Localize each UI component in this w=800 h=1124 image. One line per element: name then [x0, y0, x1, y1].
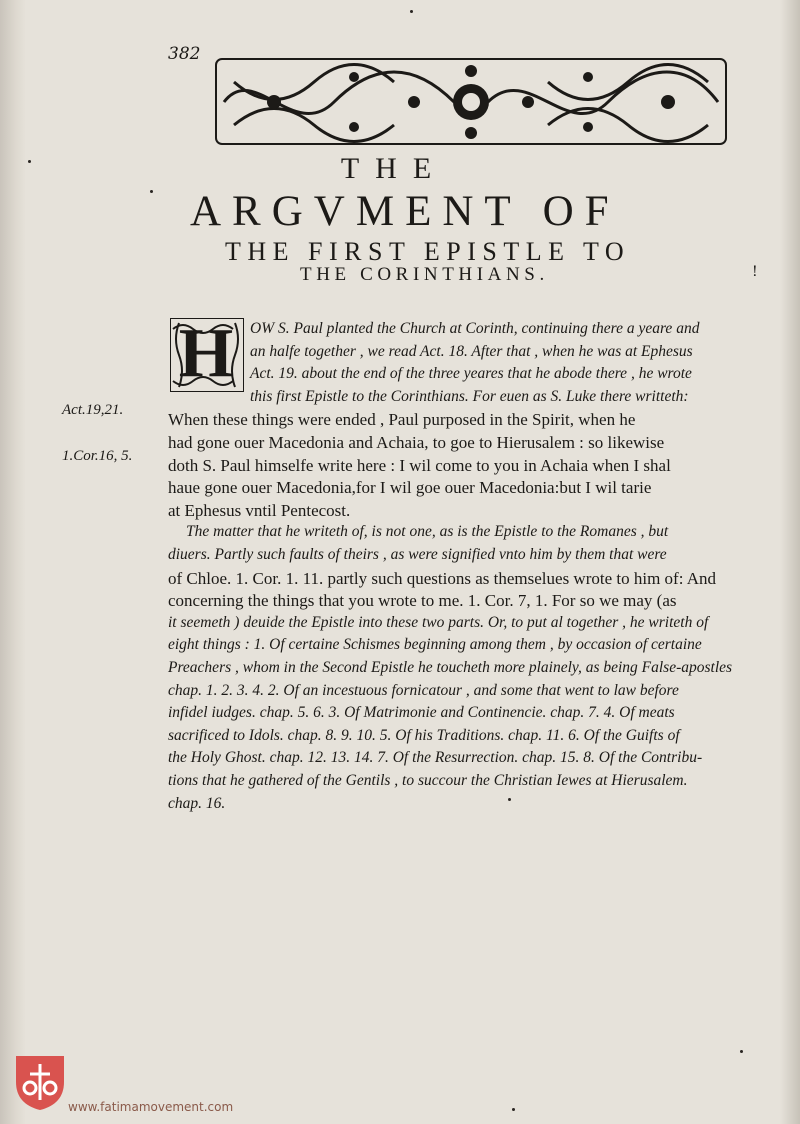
ink-speck: [150, 190, 153, 193]
title-line-argument: ARGVMENT OF: [190, 188, 620, 235]
body-line: haue gone ouer Macedonia,for I wil goe ouer Macedonia:but I wil tarie: [168, 478, 652, 498]
body-line: concerning the things that you wrote to me. 1. Cor. 7, 1. For so we may (as: [168, 591, 677, 611]
ornamental-headpiece: [214, 57, 728, 146]
body-line: chap. 16.: [168, 794, 226, 812]
body-line: had gone ouer Macedonia and Achaia, to goe to Hierusalem : so likewise: [168, 433, 665, 452]
body-line: tions that he gathered of the Gentils , to succour the Christian Iewes at Hierusalem.: [168, 772, 688, 789]
body-line: this first Epistle to the Corinthians. For euen as S. Luke there writteth:: [250, 387, 689, 405]
ink-speck: [28, 160, 31, 163]
title-line-the: THE: [340, 152, 448, 185]
body-line: sacrificed to Idols. chap. 8. 9. 10. 5. Of his Traditions. chap. 11. 6. Of the Guifts of: [168, 726, 680, 744]
title-line-epistle: THE FIRST EPISTLE TO: [225, 237, 631, 266]
margin-note: 1.Cor.16, 5.: [62, 448, 133, 464]
website-url: www.fatimamovement.com: [68, 1100, 234, 1114]
body-line: an halfe together , we read Act. 18. After that , when he was at Ephesus: [250, 342, 693, 360]
body-line: of Chloe. 1. Cor. 1. 11. partly such questions as themselues wrote to him of: And: [168, 568, 717, 588]
body-line: When these things were ended , Paul purposed in the Spirit, when he: [168, 410, 636, 430]
body-line: infidel iudges. chap. 5. 6. 3. Of Matrimonie and Continencie. chap. 7. 4. Of meats: [168, 704, 675, 722]
ink-speck: [410, 10, 413, 13]
body-line: Preachers , whom in the Second Epistle he toucheth more plainely, as being False-apostles: [168, 659, 733, 676]
body-line: at Ephesus vntil Pentecost.: [168, 500, 351, 520]
body-line: chap. 1. 2. 3. 4. 2. Of an incestuous fornicatour , and some that went to law before: [168, 681, 679, 699]
title-line-corinthians: THE CORINTHIANS.: [300, 264, 549, 285]
body-line: Act. 19. about the end of the three yeares that he abode there , he wrote: [250, 365, 692, 383]
body-line: eight things : 1. Of certaine Schismes beginning among them , by occasion of certaine: [168, 636, 702, 654]
body-line: the Holy Ghost. chap. 12. 13. 14. 7. Of the Resurrection. chap. 15. 8. Of the Contribu-: [168, 749, 703, 767]
page-number: 382: [168, 44, 201, 64]
page-edge-right: [780, 0, 800, 1124]
ink-speck: [740, 1050, 743, 1053]
body-line: it seemeth ) deuide the Epistle into these two parts. Or, to put al together , he writeth of: [168, 613, 709, 631]
body-line: The matter that he writeth of, is not one, as is the Epistle to the Romanes , but: [186, 523, 669, 541]
dropcap-letter: H: [178, 315, 234, 392]
body-line: OW S. Paul planted the Church at Corinth, continuing there a yeare and: [250, 320, 700, 337]
page-edge-left: [0, 0, 26, 1124]
body-line: doth S. Paul himselfe write here : I wil come to you in Achaia when I shal: [168, 455, 671, 475]
body-line: diuers. Partly such faults of theirs , as were signified vnto him by them that were: [168, 546, 667, 563]
margin-note: Act.19,21.: [62, 402, 124, 418]
ink-speck: [508, 798, 511, 801]
fatima-movement-logo: [12, 1052, 68, 1112]
stray-mark: !: [752, 264, 758, 280]
ink-speck: [512, 1108, 515, 1111]
